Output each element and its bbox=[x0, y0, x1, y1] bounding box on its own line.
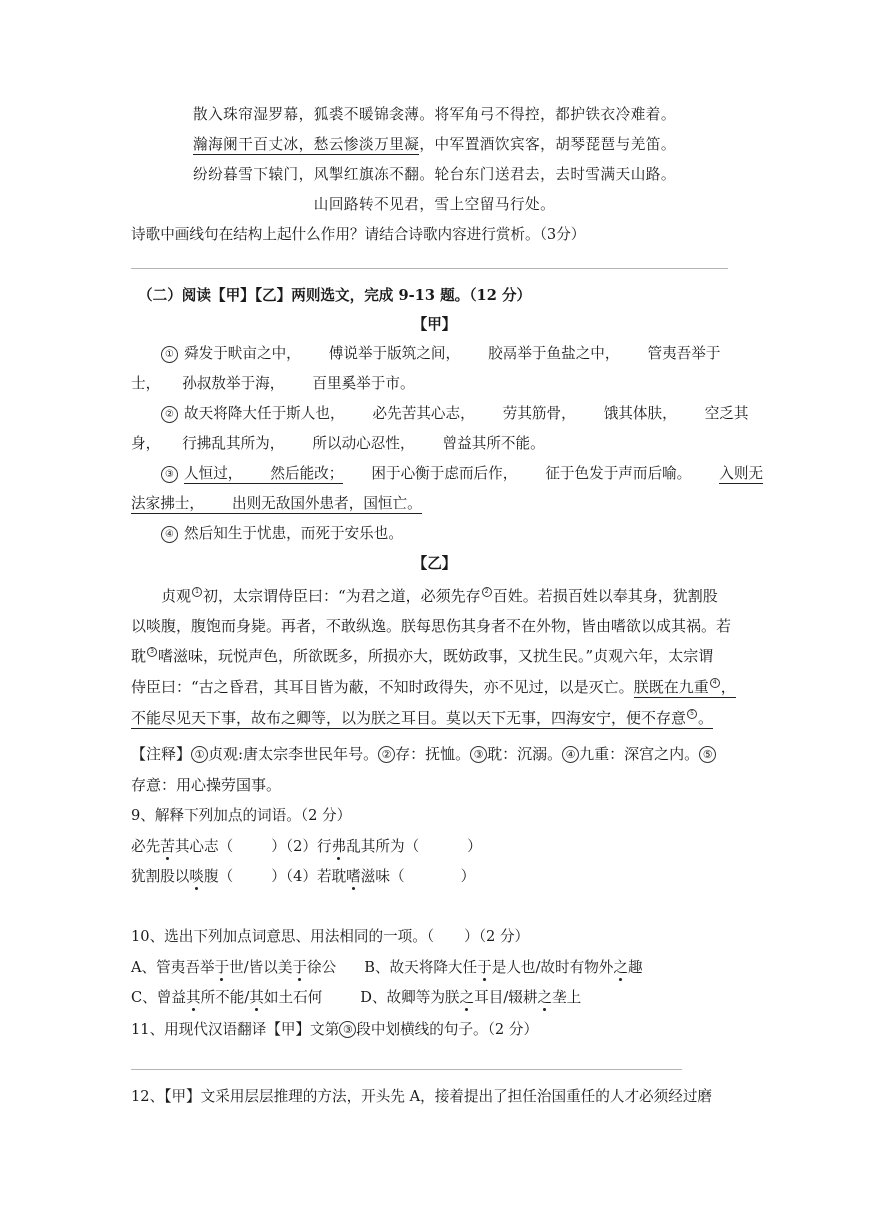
jia-paragraph-3: ③ 人恒过， 然后能改； 困于心衡于虑而后作， 征于色发于声而后喻。 入则无 bbox=[161, 464, 763, 484]
jia-paragraph-2-cont: 身， 行拂乱其所为， 所以动心忍性， 曾益其所不能。 bbox=[131, 435, 545, 452]
jia-paragraph-3-cont bbox=[131, 494, 422, 514]
question-10-options-cd: C、曾益其所不能/其如土石何 D、故卿等为朕之耳目/辍耕之垄上 bbox=[131, 989, 582, 1006]
annotations-cont: 存意：用心操劳国事。 bbox=[131, 776, 282, 794]
question-12: 12、【甲】文采用层层推理的方法，开头先 A，接着提出了担任治国重任的人才必须经过磨 bbox=[131, 1088, 713, 1105]
answer-line bbox=[131, 1069, 682, 1070]
underlined-sentence-yi-1: 朕既在九重 $^4$ ， bbox=[633, 678, 736, 696]
note-marker-3: 3 bbox=[147, 647, 157, 657]
yi-line-4: 侍臣曰：“古之昏君，其耳目皆为蔽，不知时政得失，亦不见过，以是灭亡。朕既在九重 $^4$ ， bbox=[131, 678, 736, 696]
yi-line-1: 贞观 $^1$ 初，太宗谓侍臣曰：“为君之道，必须先存 $^2$ 百姓。若损百姓以奉其身，犹割股 bbox=[161, 587, 718, 605]
jia-paragraph-1-cont: 士， 孙叔敖举于海， 百里奚举于市。 bbox=[131, 375, 415, 392]
jia-paragraph-1: ① 舜发于畎亩之中， 傅说举于版筑之间， 胶鬲举于鱼盐之中， 管夷吾举于 bbox=[161, 344, 720, 364]
note-marker-1: 1 bbox=[192, 587, 202, 597]
jia-title: 【甲】 bbox=[412, 316, 457, 333]
note-marker-2: 2 bbox=[482, 587, 492, 597]
answer-line bbox=[131, 268, 728, 269]
poem-line-3: 纷纷暮雪下辕门，风掣红旗冻不翻。轮台东门送君去，去时雪满天山路。 bbox=[192, 166, 676, 183]
note-marker-5: 5 bbox=[687, 709, 697, 719]
jia-paragraph-2: ② 故天将降大任于斯人也， 必先苦其心志， 劳其筋骨， 饿其体肤， 空乏其 bbox=[161, 404, 748, 424]
section-heading: （二）阅读【甲】【乙】两则选文，完成 9-13 题。（12 分） bbox=[138, 287, 532, 304]
note-marker-4: 4 bbox=[710, 678, 720, 688]
yi-line-5 bbox=[131, 708, 713, 728]
jia-paragraph-4: ④ 然后知生于忧患，而死于安乐也。 bbox=[161, 524, 403, 544]
poem-line-2: 瀚海阑干百丈冰，愁云惨淡万里凝，中军置酒饮宾客，胡琴琵琶与羌笛。 bbox=[192, 136, 677, 153]
poem-line-4: 山回路转不见君，雪上空留马行处。 bbox=[313, 196, 556, 213]
question-9-items-2: 犹割股以啖腹（ ）（4）若耽嗜滋味（ ） bbox=[131, 868, 476, 885]
underlined-sentence-yi-2: 不能尽见天下事，故布之卿等，以为朕之耳目。莫以天下无事，四海安宁，便不存意 $^5$ 。 bbox=[131, 709, 714, 727]
yi-line-2: 以啖腹，腹饱而身毙。再者，不敢纵逸。朕每思伤其身者不在外物，皆由嗜欲以成其祸。若 bbox=[131, 617, 732, 635]
poem-line-1: 散入珠帘湿罗幕，狐裘不暖锦衾薄。将军角弓不得控，都护铁衣冷难着。 bbox=[192, 106, 676, 123]
yi-line-3: 耽 $^3$ 嗜滋味，玩悦声色，所欲既多，所损亦大，既妨政事，又扰生民。”贞观六年，太宗谓 bbox=[131, 647, 714, 665]
question-10: 10、选出下列加点词意思、用法相同的一项。（ ）（2 分） bbox=[131, 928, 530, 945]
question-10-options-ab: A、管夷吾举于世/皆以美于徐公 B、故天将降大任于是人也/故时有物外之趣 bbox=[131, 959, 643, 976]
question-11: 11、用现代汉语翻译【甲】文第 ③ 段中划横线的句子。（2 分） bbox=[131, 1021, 539, 1038]
underlined-sentence-2: 法家拂士， 出则无敌国外患者，国恒亡。 bbox=[131, 495, 422, 512]
underlined-sentence-1: 人恒过， 然后能改； bbox=[184, 465, 344, 482]
question-9: 9、解释下列加点的词语。（2 分） bbox=[131, 807, 352, 824]
question-8: 诗歌中画线句在结构上起什么作用？请结合诗歌内容进行赏析。（3分） bbox=[131, 226, 586, 243]
annotations: 【注释】 ① 贞观:唐太宗李世民年号。 ② 存：抚恤。 ③ 耽：沉溺。 ④ 九重：深宫之内。 ⑤ bbox=[131, 744, 716, 764]
question-9-items-1: 必先苦其心志（ ）（2）行弗乱其所为（ ） bbox=[131, 838, 482, 855]
underlined-poem-line: 瀚海阑干百丈冰，愁云惨淡万里凝 bbox=[192, 136, 420, 153]
yi-title: 【乙】 bbox=[412, 555, 457, 572]
